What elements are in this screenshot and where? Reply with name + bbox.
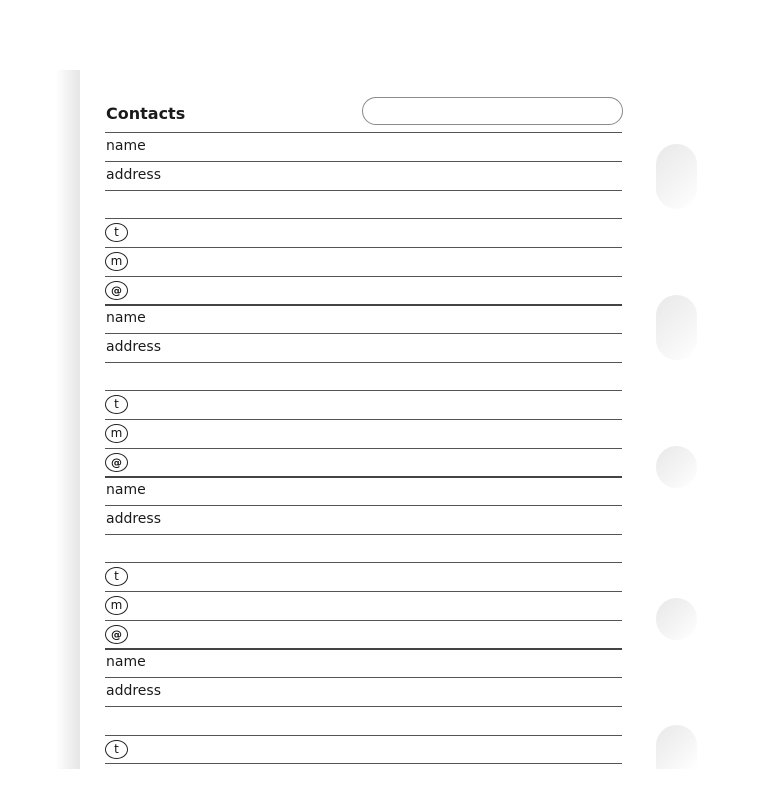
index-tab-box[interactable] xyxy=(362,97,623,125)
phone-icon: t xyxy=(105,395,128,414)
rule xyxy=(105,677,622,678)
phone-icon: t xyxy=(105,223,128,242)
address-label: address xyxy=(106,511,162,527)
rule xyxy=(105,706,622,707)
punch-hole xyxy=(656,725,697,769)
name-label: name xyxy=(106,310,146,326)
rule xyxy=(105,448,622,449)
email-icon: @ xyxy=(105,453,128,472)
punch-hole xyxy=(656,144,697,209)
address-label: address xyxy=(106,167,162,183)
mobile-icon: m xyxy=(105,424,128,443)
rule xyxy=(105,505,622,506)
rule xyxy=(105,562,622,563)
rule xyxy=(105,620,622,621)
punch-hole xyxy=(656,446,697,488)
page-bottom-edge xyxy=(0,769,760,797)
rule xyxy=(105,247,622,248)
rule xyxy=(105,735,622,736)
mobile-icon: m xyxy=(105,596,128,615)
rule xyxy=(105,534,622,535)
rule xyxy=(105,161,622,162)
name-label: name xyxy=(106,482,146,498)
rule xyxy=(105,333,622,334)
rule xyxy=(105,390,622,391)
block-separator xyxy=(105,476,622,478)
page-title: Contacts xyxy=(106,104,186,123)
organiser-page xyxy=(80,60,680,769)
rule xyxy=(105,190,622,191)
address-label: address xyxy=(106,339,162,355)
rule xyxy=(105,276,622,277)
punch-hole xyxy=(656,598,697,640)
address-label: address xyxy=(106,683,162,699)
rule xyxy=(105,763,622,764)
email-icon: @ xyxy=(105,281,128,300)
rule xyxy=(105,419,622,420)
block-separator xyxy=(105,648,622,650)
punch-hole xyxy=(656,295,697,360)
phone-icon: t xyxy=(105,740,128,759)
email-icon: @ xyxy=(105,625,128,644)
name-label: name xyxy=(106,138,146,154)
page-shadow xyxy=(56,70,80,770)
rule xyxy=(105,218,622,219)
rule xyxy=(105,362,622,363)
mobile-icon: m xyxy=(105,252,128,271)
block-separator xyxy=(105,304,622,306)
name-label: name xyxy=(106,654,146,670)
rule xyxy=(105,591,622,592)
header-rule xyxy=(105,132,622,133)
phone-icon: t xyxy=(105,567,128,586)
